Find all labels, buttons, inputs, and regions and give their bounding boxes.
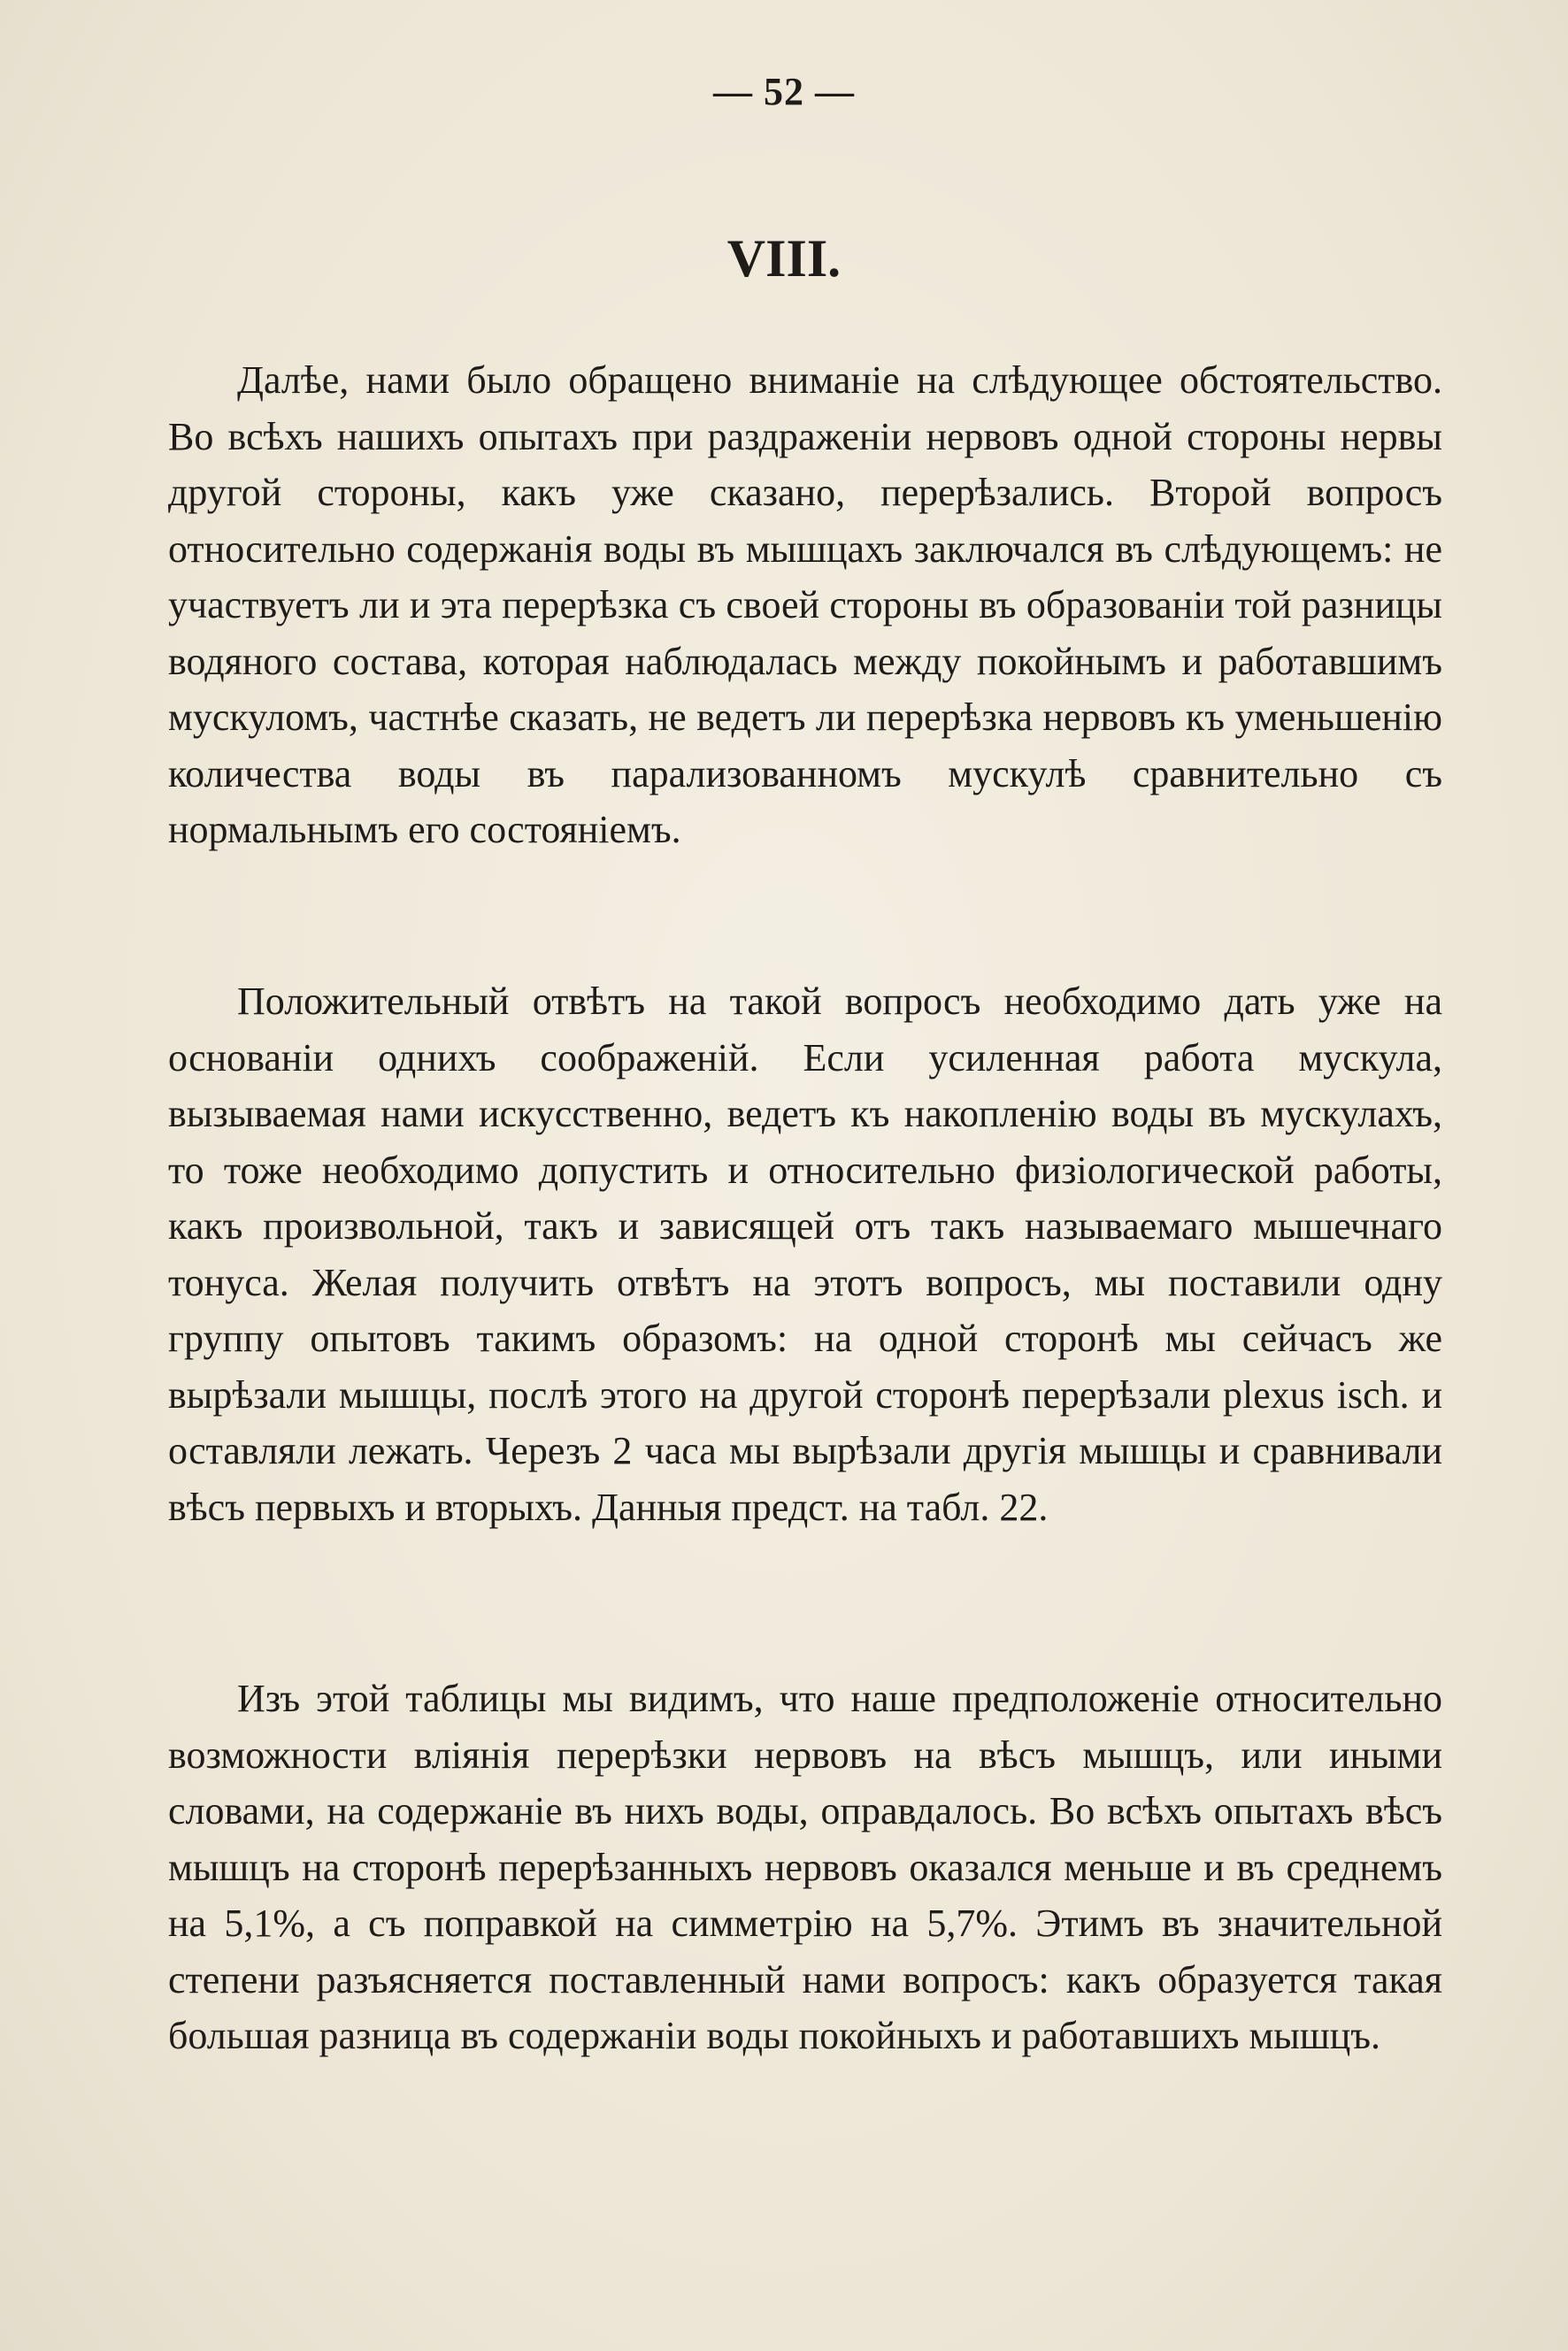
paragraph-text: Далѣе, нами было обращено вниманіе на слѣдующее обстоятельство. Во всѣхъ нашихъ опытахъ при раздраженіи нервовъ одной стороны нервы другой стороны, какъ уже сказано, перерѣзались. Второй вопросъ относительно содержанія воды въ мышцахъ заключался въ слѣдующемъ: не участвуетъ ли и эта перерѣзка съ своей стороны въ образованіи той разницы водяного состава, которая наблюдалась между покойнымъ и работавшимъ мускуломъ, частнѣе сказать, не ведетъ ли перерѣзка нервовъ къ уменьшенію количества воды въ парализованномъ мускулѣ сравнительно съ нормальнымъ его состояніемъ. [168,358,1442,851]
paragraph-3 [168,1671,1442,2064]
section-heading: VIII. [726,229,842,288]
page-number: — 52 — [713,70,855,113]
paragraph-text: Изъ этой таблицы мы видимъ, что наше предположеніе относительно возможности вліянія перерѣзки нервовъ на вѣсъ мышцъ, или иными словами, на содержаніе въ нихъ воды, оправдалось. Во всѣхъ опытахъ вѣсъ мышцъ на сторонѣ перерѣзанныхъ нервовъ оказался меньше и въ среднемъ на 5,1%, а съ поправкой на симметрію на 5,7%. Этимъ въ значительной степени разъясняется поставленный нами вопросъ: какъ образуется такая большая разница въ содержаніи воды покойныхъ и работавшихъ мышцъ. [168,1677,1442,2057]
paragraph-text: Положительный отвѣтъ на такой вопросъ необходимо дать уже на основаніи однихъ соображеній. Если усиленная работа мускула, вызываемая нами искусственно, ведетъ къ накопленію воды въ мускулахъ, то тоже необходимо допустить и относительно физіологической работы, какъ произвольной, такъ и зависящей отъ такъ называемаго мышечнаго тонуса. Желая получить отвѣтъ на этотъ вопросъ, мы поставили одну группу опытовъ такимъ образомъ: на одной сторонѣ мы сейчасъ же вырѣзали мышцы, послѣ этого на другой сторонѣ перерѣзали plexus isch. и оставляли лежать. Черезъ 2 часа мы вырѣзали другія мышцы и сравнивали вѣсъ первыхъ и вторыхъ. Данныя предст. на табл. 22. [168,980,1442,1529]
paragraph-2 [168,973,1442,1535]
paragraph-1 [168,352,1442,858]
